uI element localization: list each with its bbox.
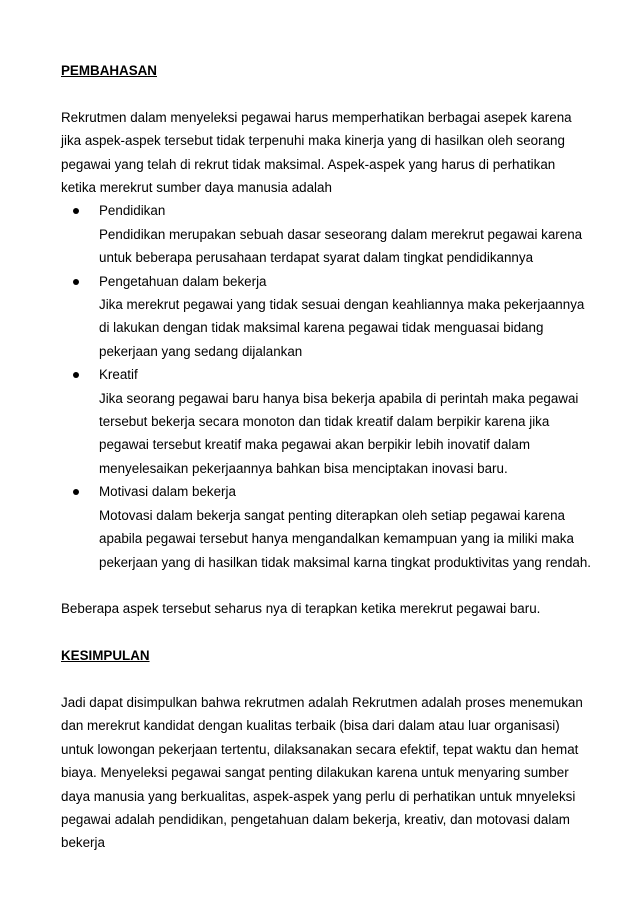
- spacer: [61, 574, 591, 597]
- kesimpulan-body: Jadi dapat disimpulkan bahwa rekrutmen adalah Rekrutmen adalah proses menemukan dan merekrut kandidat dengan kualitas terbaik (bisa dari dalam atau luar organisasi) untuk lowongan pekerjaan tertentu, dilaksanakan secara efektif, tepat waktu dan hemat biaya. Menyeleksi pegawai sangat penting dilakukan karena untuk menyaring sumber daya manusia yang berkualitas, aspek-aspek yang perlu di perhatikan untuk mnyeleksi pegawai adalah pendidikan, pengetahuan dalam bekerja, kreativ, dan motovasi dalam bekerja: [61, 694, 583, 851]
- section-heading-pembahasan: PEMBAHASAN: [61, 63, 157, 78]
- bullet-icon: [73, 279, 79, 285]
- list-item-description: Pendidikan merupakan sebuah dasar seseorang dalam merekrut pegawai karena untuk beberapa perusahaan terdapat syarat dalam tingkat pendidikannya: [99, 226, 583, 266]
- bullet-icon: [73, 208, 79, 214]
- pembahasan-intro: Rekrutmen dalam menyeleksi pegawai harus memperhatikan berbagai asepek karena jika aspek-aspek tersebut tidak terpenuhi maka kinerja yang di hasilkan oleh seorang pegawai yang telah di rekrut tidak maksimal. Aspek-aspek yang harus di perhatikan ketika merekrut sumber daya manusia adalah: [61, 109, 572, 196]
- list-item-title: Pengetahuan dalam bekerja: [99, 273, 267, 289]
- document-content: [61, 59, 591, 855]
- list-item-motivasi: [61, 480, 591, 574]
- list-item-pengetahuan: [61, 270, 591, 364]
- spacer: [61, 621, 591, 644]
- list-item-description: Jika merekrut pegawai yang tidak sesuai dengan keahliannya maka pekerjaannya di lakukan dengan tidak maksimal karena pegawai tidak menguasai bidang pekerjaan yang sedang dijalankan: [99, 297, 585, 359]
- list-item-title: Motivasi dalam bekerja: [99, 484, 236, 500]
- list-item-kreatif: [61, 363, 591, 480]
- pembahasan-closing: Beberapa aspek tersebut seharus nya di terapkan ketika merekrut pegawai baru.: [61, 601, 541, 617]
- bullet-icon: [73, 489, 79, 495]
- section-heading-kesimpulan: KESIMPULAN: [61, 648, 150, 664]
- aspect-list: [61, 199, 591, 574]
- list-item-pendidikan: [61, 199, 591, 269]
- list-item-title: Kreatif: [99, 367, 138, 383]
- bullet-icon: [73, 372, 79, 378]
- list-item-title: Pendidikan: [99, 203, 166, 219]
- spacer: [61, 82, 591, 105]
- list-item-description: Motovasi dalam bekerja sangat penting diterapkan oleh setiap pegawai karena apabila pegawai tersebut hanya mengandalkan kemampuan yang ia miliki maka pekerjaan yang di hasilkan tidak maksimal karna tingkat produktivitas yang rendah.: [99, 507, 592, 570]
- list-item-description: Jika seorang pegawai baru hanya bisa bekerja apabila di perintah maka pegawai tersebut bekerja secara monoton dan tidak kreatif dalam berpikir karena jika pegawai tersebut kreatif maka pegawai akan berpikir lebih inovatif dalam menyelesaikan pekerjaannya bahkan bisa menciptakan inovasi baru.: [99, 390, 579, 476]
- spacer: [61, 668, 591, 691]
